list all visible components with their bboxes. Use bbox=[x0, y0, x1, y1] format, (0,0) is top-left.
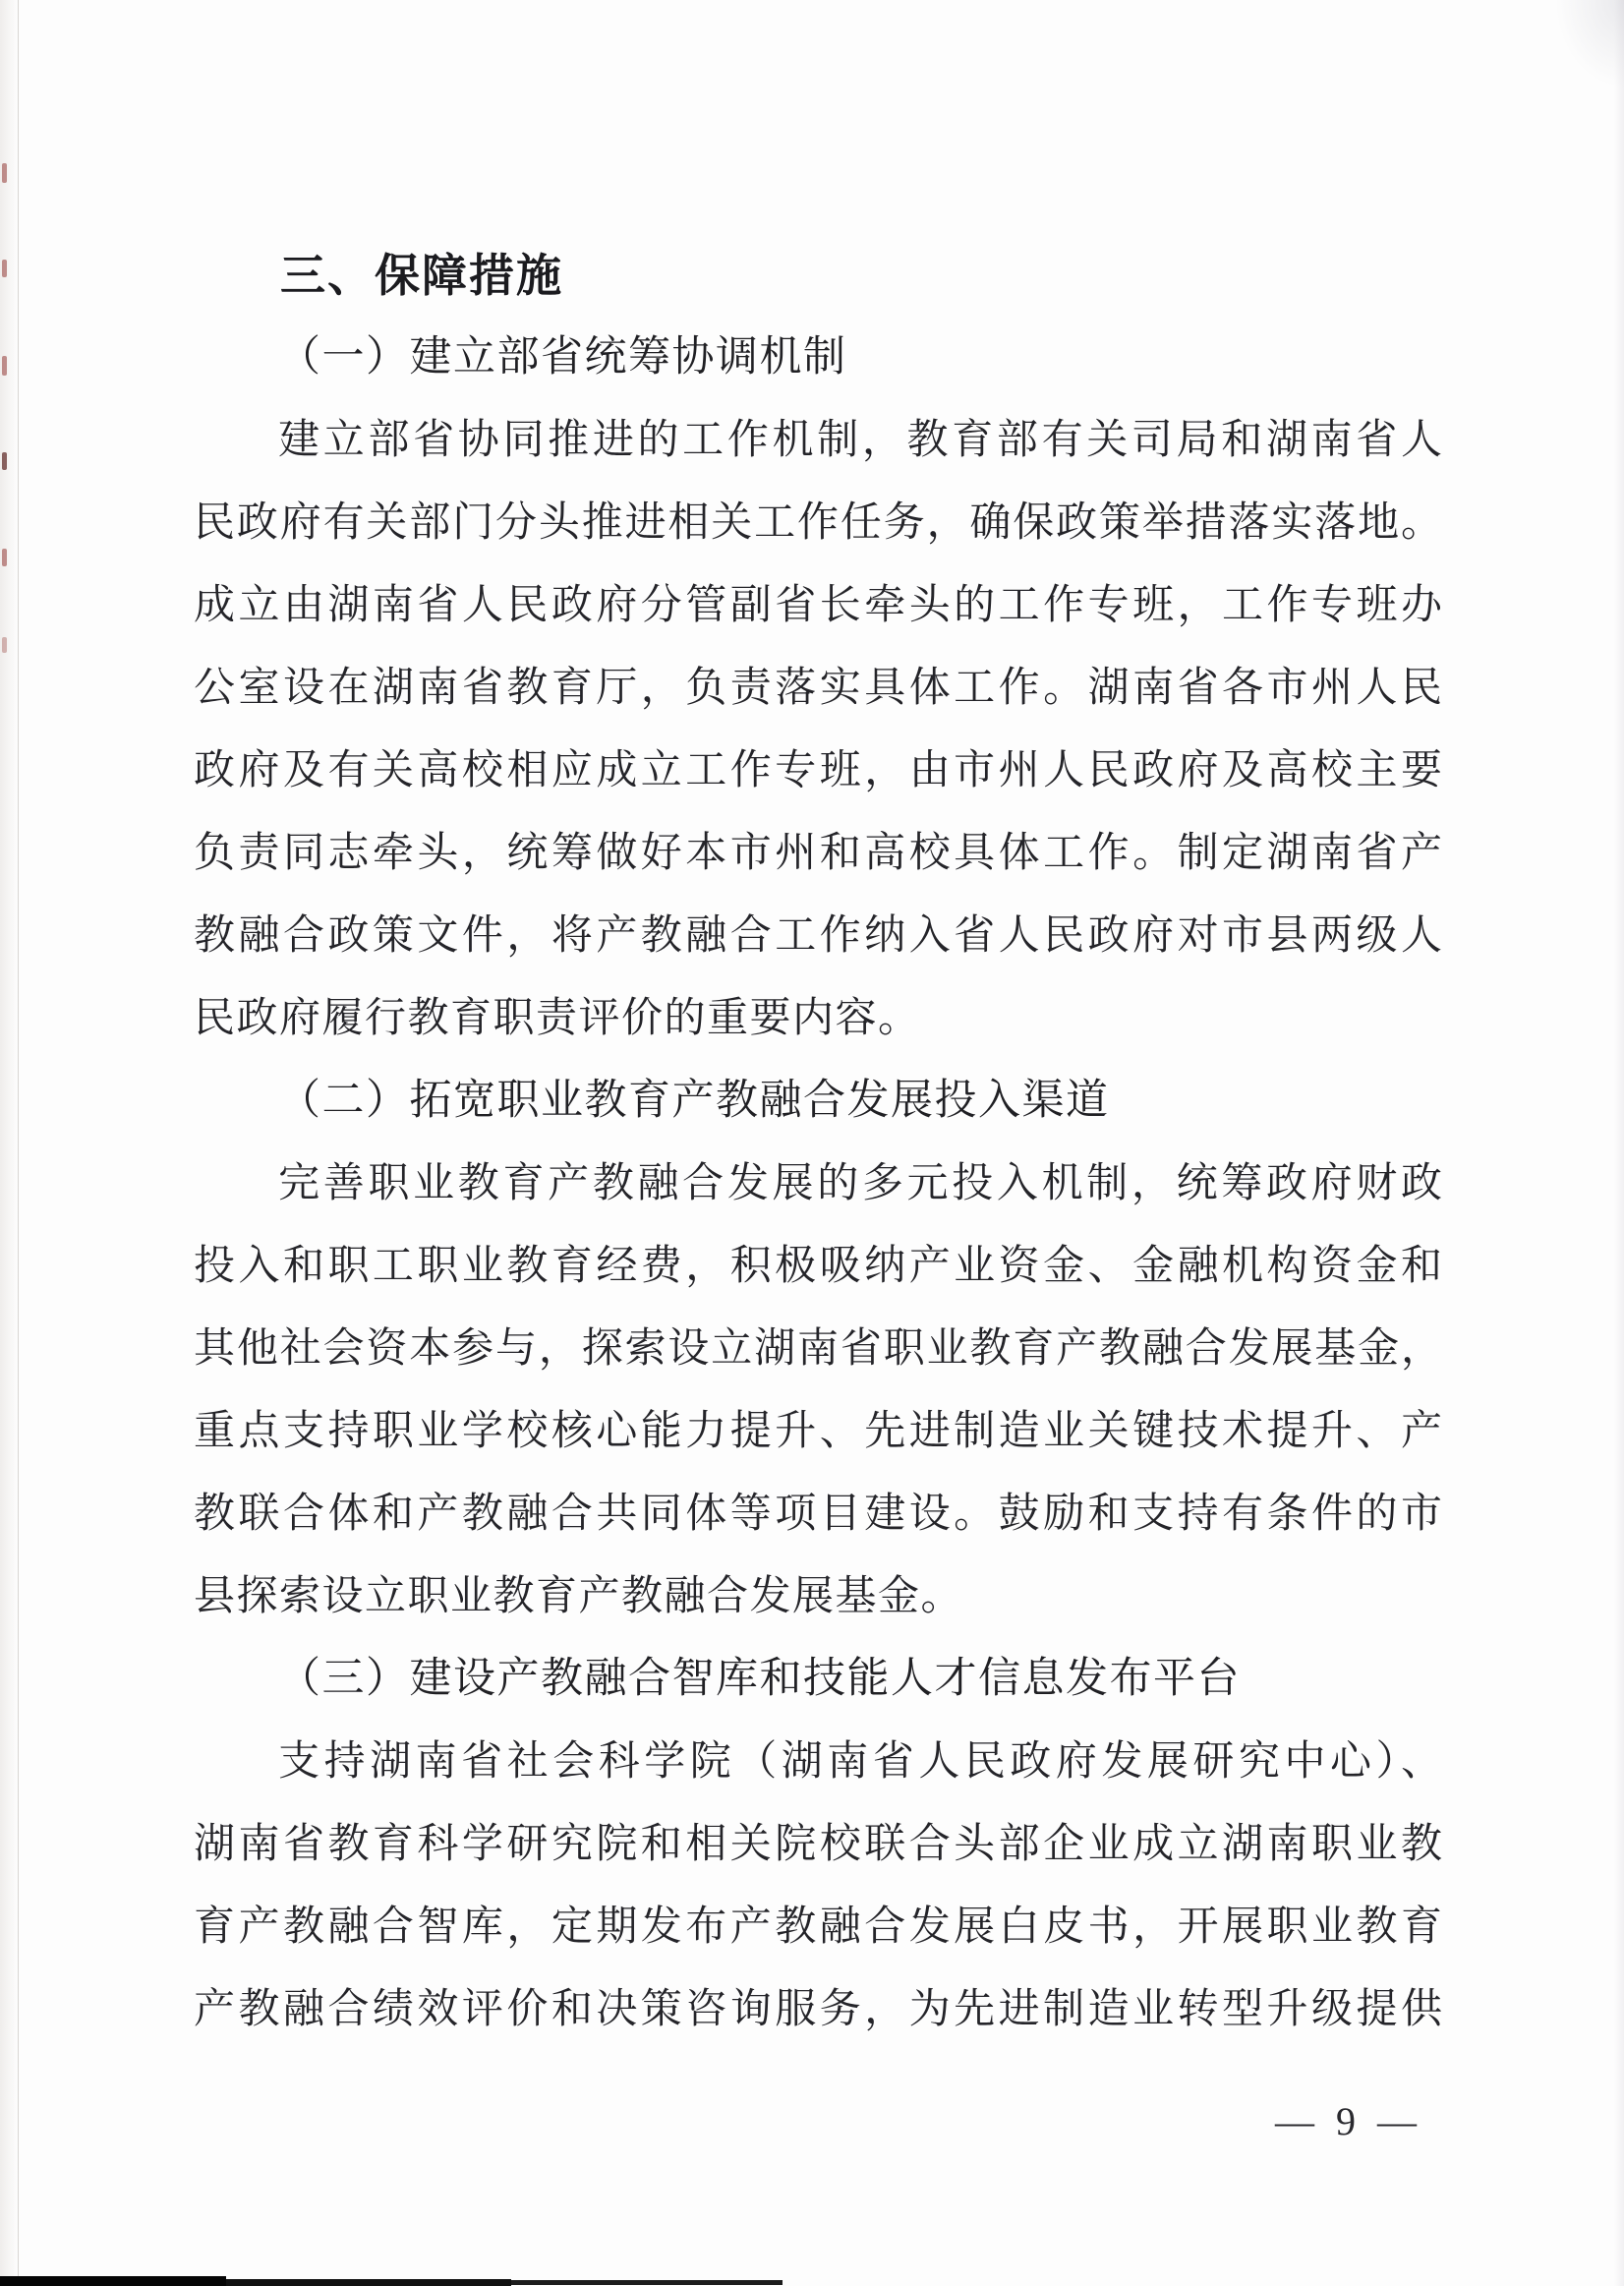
scan-ink-mark bbox=[2, 163, 7, 183]
subsection-heading-3: （三）建设产教融合智库和技能人才信息发布平台 bbox=[278, 1656, 1241, 1702]
section-heading: 三、保障措施 bbox=[280, 250, 563, 301]
scan-ink-mark bbox=[2, 260, 7, 277]
doc-line: 公室设在湖南省教育厅，负责落实具体工作。湖南省各市州人民 bbox=[194, 666, 1442, 711]
doc-line: 湖南省教育科学研究院和相关院校联合头部企业成立湖南职业教 bbox=[194, 1822, 1442, 1867]
scan-corner-shadow bbox=[1555, 0, 1624, 88]
doc-line: 教融合政策文件，将产教融合工作纳入省人民政府对市县两级人 bbox=[194, 913, 1442, 959]
doc-line: 政府及有关高校相应成立工作专班，由市州人民政府及高校主要 bbox=[194, 748, 1442, 793]
doc-line: 完善职业教育产教融合发展的多元投入机制，统筹政府财政 bbox=[278, 1161, 1442, 1206]
subsection-heading-1: （一）建立部省统筹协调机制 bbox=[278, 334, 847, 381]
scan-ink-mark bbox=[2, 452, 7, 470]
doc-line: 育产教融合智库，定期发布产教融合发展白皮书，开展职业教育 bbox=[194, 1905, 1442, 1950]
doc-line: 县探索设立职业教育产教融合发展基金。 bbox=[194, 1574, 964, 1619]
doc-line: 建立部省协同推进的工作机制，教育部有关司局和湖南省人 bbox=[278, 418, 1442, 463]
doc-line: 负责同志牵头，统筹做好本市州和高校具体工作。制定湖南省产 bbox=[194, 831, 1442, 876]
scan-bottom-bar-artifact bbox=[226, 2279, 511, 2286]
doc-line: 支持湖南省社会科学院（湖南省人民政府发展研究中心）、 bbox=[278, 1739, 1442, 1785]
scan-bottom-bar-artifact bbox=[0, 2276, 226, 2286]
scan-ink-mark bbox=[2, 356, 7, 376]
scan-right-edge-artifact bbox=[1614, 0, 1624, 2286]
scan-left-edge-artifact bbox=[0, 0, 19, 2286]
doc-line: 教联合体和产教融合共同体等项目建设。鼓励和支持有条件的市 bbox=[194, 1492, 1442, 1537]
subsection-heading-2: （二）拓宽职业教育产教融合发展投入渠道 bbox=[278, 1078, 1110, 1124]
page-number: — 9 — bbox=[1275, 2099, 1422, 2143]
doc-line: 民政府有关部门分头推进相关工作任务，确保政策举措落实落地。 bbox=[194, 500, 1442, 546]
doc-line: 重点支持职业学校核心能力提升、先进制造业关键技术提升、产 bbox=[194, 1409, 1442, 1454]
scan-bottom-bar-artifact bbox=[511, 2280, 783, 2285]
doc-line: 其他社会资本参与，探索设立湖南省职业教育产教融合发展基金， bbox=[194, 1326, 1442, 1372]
scan-ink-mark bbox=[2, 549, 7, 566]
doc-line: 成立由湖南省人民政府分管副省长牵头的工作专班，工作专班办 bbox=[194, 583, 1442, 628]
doc-line: 民政府履行教育职责评价的重要内容。 bbox=[194, 996, 921, 1041]
doc-line: 产教融合绩效评价和决策咨询服务，为先进制造业转型升级提供 bbox=[194, 1987, 1442, 2032]
scan-ink-mark bbox=[2, 637, 7, 653]
document-body bbox=[194, 234, 1442, 2051]
doc-line: 投入和职工职业教育经费，积极吸纳产业资金、金融机构资金和 bbox=[194, 1244, 1442, 1289]
